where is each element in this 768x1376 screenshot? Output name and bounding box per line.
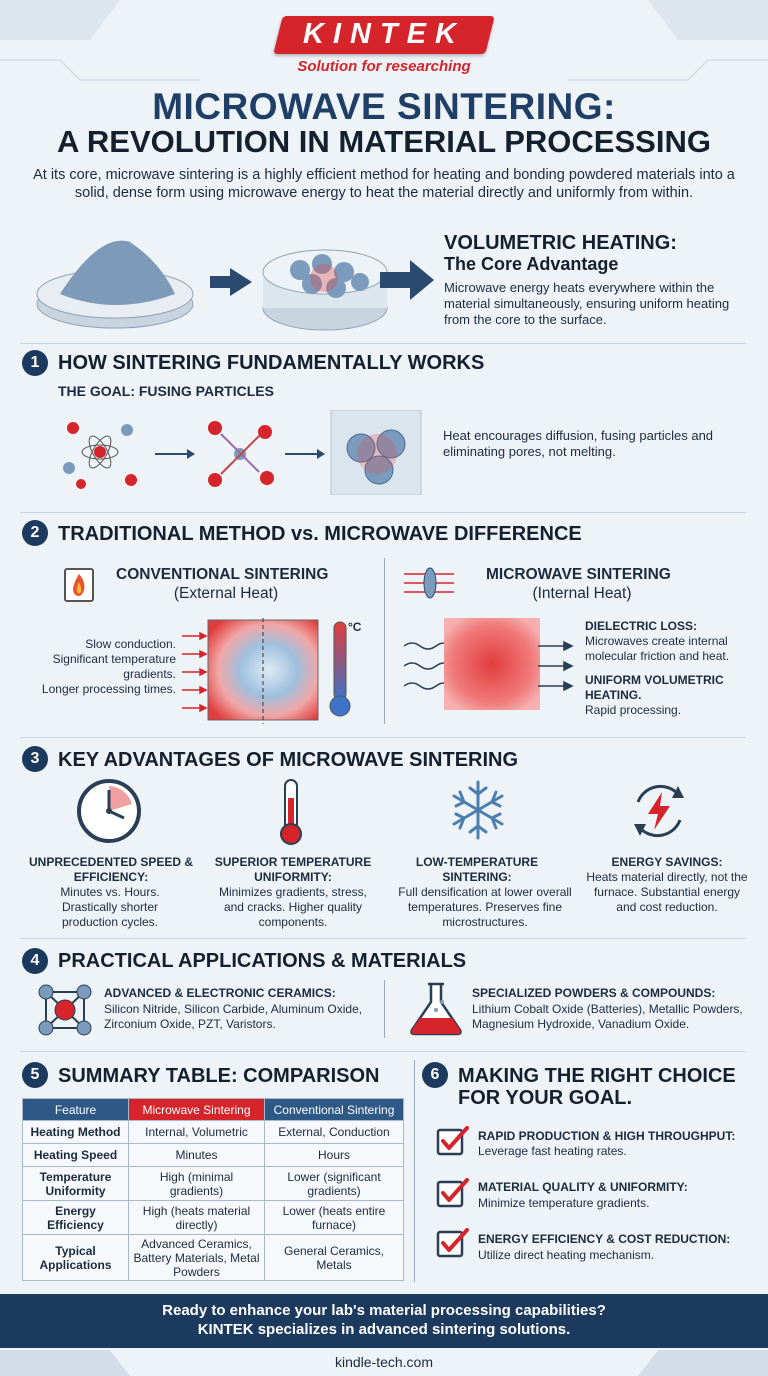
section-4-number: 4 (22, 948, 48, 974)
section-6-title-line2: FOR YOUR GOAL. (458, 1087, 633, 1109)
checkbox-checked-icon (436, 1178, 470, 1208)
arrow-right-icon (380, 258, 436, 302)
table-cell: Typical Applications (23, 1235, 129, 1281)
footer-cta-line1: Ready to enhance your lab's material processing capabilities? (162, 1302, 606, 1319)
section-2-title: TRADITIONAL METHOD vs. MICROWAVE DIFFERENCE (58, 523, 582, 545)
section-4-title: PRACTICAL APPLICATIONS & MATERIALS (58, 950, 467, 972)
snowflake-icon (446, 778, 510, 842)
section-1-number: 1 (22, 350, 48, 376)
table-cell: Energy Efficiency (23, 1201, 129, 1235)
section-4-divider (384, 980, 385, 1038)
page-title: MICROWAVE SINTERING: (152, 86, 616, 127)
table-cell: Heating Speed (23, 1144, 129, 1167)
ceramics-text: Silicon Nitride, Silicon Carbide, Aluminum Oxide, Zirconium Oxide, PZT, Varistors. (104, 1002, 363, 1031)
dielectric-title: DIELECTRIC LOSS: (585, 619, 698, 633)
choice-1-title: RAPID PRODUCTION & HIGH THROUGHPUT: (478, 1129, 736, 1143)
table-header-row (23, 1099, 404, 1121)
tagline: Solution for researching (297, 58, 471, 75)
uniform-title: UNIFORM VOLUMETRIC HEATING. (585, 673, 724, 702)
volumetric-subtitle: The Core Advantage (444, 254, 619, 274)
table-row (23, 1201, 404, 1235)
table-cell: Lower (heats entire furnace) (265, 1201, 404, 1235)
table-cell: Hours (265, 1144, 404, 1167)
comparison-table (22, 1098, 404, 1281)
checkbox-checked-icon (436, 1126, 470, 1156)
conventional-title: CONVENTIONAL SINTERING (116, 566, 329, 583)
table-row (23, 1235, 404, 1281)
atom-icon (63, 422, 137, 489)
section-3-title: KEY ADVANTAGES OF MICROWAVE SINTERING (58, 749, 519, 771)
table-cell: Lower (significant gradients) (265, 1167, 404, 1201)
table-header-cell: Feature (23, 1099, 129, 1121)
intro-paragraph: At its core, microwave sintering is a highly efficient method for heating and bonding powdered materials into a solid, dense form using microwave energy to heat the material directly and uniformly from within. (33, 167, 735, 201)
flask-icon (406, 980, 466, 1038)
microwave-lens-icon (404, 566, 460, 600)
microwave-heat-diagram (404, 618, 576, 714)
table-cell: Advanced Ceramics, Battery Materials, Metal Powders (129, 1235, 265, 1281)
powders-title: SPECIALIZED POWDERS & COMPOUNDS: (472, 986, 716, 1000)
advantage-energy-text: Heats material directly, not the furnace. Substantial energy and cost reduction. (586, 870, 748, 914)
section-6-number: 6 (422, 1062, 448, 1088)
table-cell: Heating Method (23, 1121, 129, 1144)
section-6-title: MAKING THE RIGHT CHOICE (458, 1065, 736, 1087)
table-cell: External, Conduction (265, 1121, 404, 1144)
powder-dish-icon (37, 241, 193, 328)
powder-to-solid-illustration (30, 232, 430, 332)
thermometer-icon (328, 620, 352, 718)
footer-website-link[interactable]: kindle-tech.com (334, 1354, 434, 1370)
section-1-text: Heat encourages diffusion, fusing particles and eliminating pores, not melting. (443, 428, 714, 459)
molecule-lattice-icon (36, 982, 94, 1038)
section-2-number: 2 (22, 520, 48, 546)
sintered-pellet-icon (263, 250, 387, 330)
table-cell: High (minimal gradients) (129, 1167, 265, 1201)
section-2-divider (384, 558, 385, 724)
table-row (23, 1144, 404, 1167)
checkbox-checked-icon (436, 1228, 470, 1258)
arrow-right-icon (285, 449, 325, 459)
choice-3-text: Utilize direct heating mechanism. (478, 1248, 655, 1262)
section-5-6-divider (414, 1060, 415, 1282)
table-header-cell: Microwave Sintering (129, 1099, 265, 1121)
dielectric-text: Microwaves create internal molecular friction and heat. (585, 634, 730, 663)
thermometer-icon (276, 778, 306, 846)
advantage-energy-title: ENERGY SAVINGS: (611, 855, 723, 869)
advantage-speed-title: UNPRECEDENTED SPEED & EFFICIENCY: (28, 855, 194, 884)
table-header-cell: Conventional Sintering (265, 1099, 404, 1121)
table-cell: Minutes (129, 1144, 265, 1167)
brand-logo: KINTEK (303, 18, 465, 50)
advantage-lowtemp-title: LOW-TEMPERATURE SINTERING: (415, 855, 539, 884)
table-cell: General Ceramics, Metals (265, 1235, 404, 1281)
temperature-unit: °C (348, 620, 362, 634)
choice-1-text: Leverage fast heating rates. (478, 1144, 627, 1158)
footer-cta-line2: KINTEK specializes in advanced sintering solutions. (197, 1321, 571, 1338)
choice-2-text: Minimize temperature gradients. (478, 1196, 650, 1210)
section-1-goal: THE GOAL: FUSING PARTICLES (58, 383, 274, 399)
powders-text: Lithium Cobalt Oxide (Batteries), Metallic Powders, Magnesium Hydroxide, Vanadium Oxide. (472, 1002, 743, 1031)
fused-particles-icon (331, 410, 421, 495)
choice-3-title: ENERGY EFFICIENCY & COST REDUCTION: (478, 1232, 731, 1246)
microwave-title: MICROWAVE SINTERING (486, 566, 671, 583)
table-cell: High (heats material directly) (129, 1201, 265, 1235)
choice-2-title: MATERIAL QUALITY & UNIFORMITY: (478, 1180, 688, 1194)
volumetric-text: Microwave energy heats everywhere within the material simultaneously, ensuring uniform heating from the core to the surface. (444, 280, 730, 327)
advantage-uniformity-text: Minimizes gradients, stress, and cracks. Higher quality components. (218, 885, 368, 929)
volumetric-title: VOLUMETRIC HEATING: (444, 232, 677, 254)
arrow-right-icon (155, 449, 195, 459)
table-cell: Internal, Volumetric (129, 1121, 265, 1144)
fire-icon (64, 568, 94, 602)
energy-cycle-icon (626, 778, 692, 844)
conventional-points: Slow conduction. Significant temperature gradients. Longer processing times. (41, 637, 176, 696)
section-1-title: HOW SINTERING FUNDAMENTALLY WORKS (58, 352, 485, 374)
clock-icon (76, 778, 142, 844)
uniform-text: Rapid processing. (585, 703, 682, 717)
ceramics-title: ADVANCED & ELECTRONIC CERAMICS: (104, 986, 336, 1000)
advantage-uniformity-title: SUPERIOR TEMPERATURE UNIFORMITY: (214, 855, 372, 884)
section-3-number: 3 (22, 746, 48, 772)
conventional-subtitle: (External Heat) (173, 585, 279, 602)
advantage-lowtemp-text: Full densification at lower overall temperatures. Preserves fine microstructures. (398, 885, 572, 929)
advantage-speed-text: Minutes vs. Hours. Drastically shorter production cycles. (60, 885, 160, 929)
microwave-subtitle: (Internal Heat) (532, 585, 632, 602)
table-row (23, 1121, 404, 1144)
arrow-right-icon (210, 268, 252, 296)
diffusion-icon (208, 421, 274, 487)
section-5-title: SUMMARY TABLE: COMPARISON (58, 1065, 380, 1087)
page-subtitle: A REVOLUTION IN MATERIAL PROCESSING (57, 124, 711, 159)
section-5-number: 5 (22, 1062, 48, 1088)
particle-fusion-illustration (55, 410, 423, 495)
table-row (23, 1167, 404, 1201)
table-cell: Temperature Uniformity (23, 1167, 129, 1201)
